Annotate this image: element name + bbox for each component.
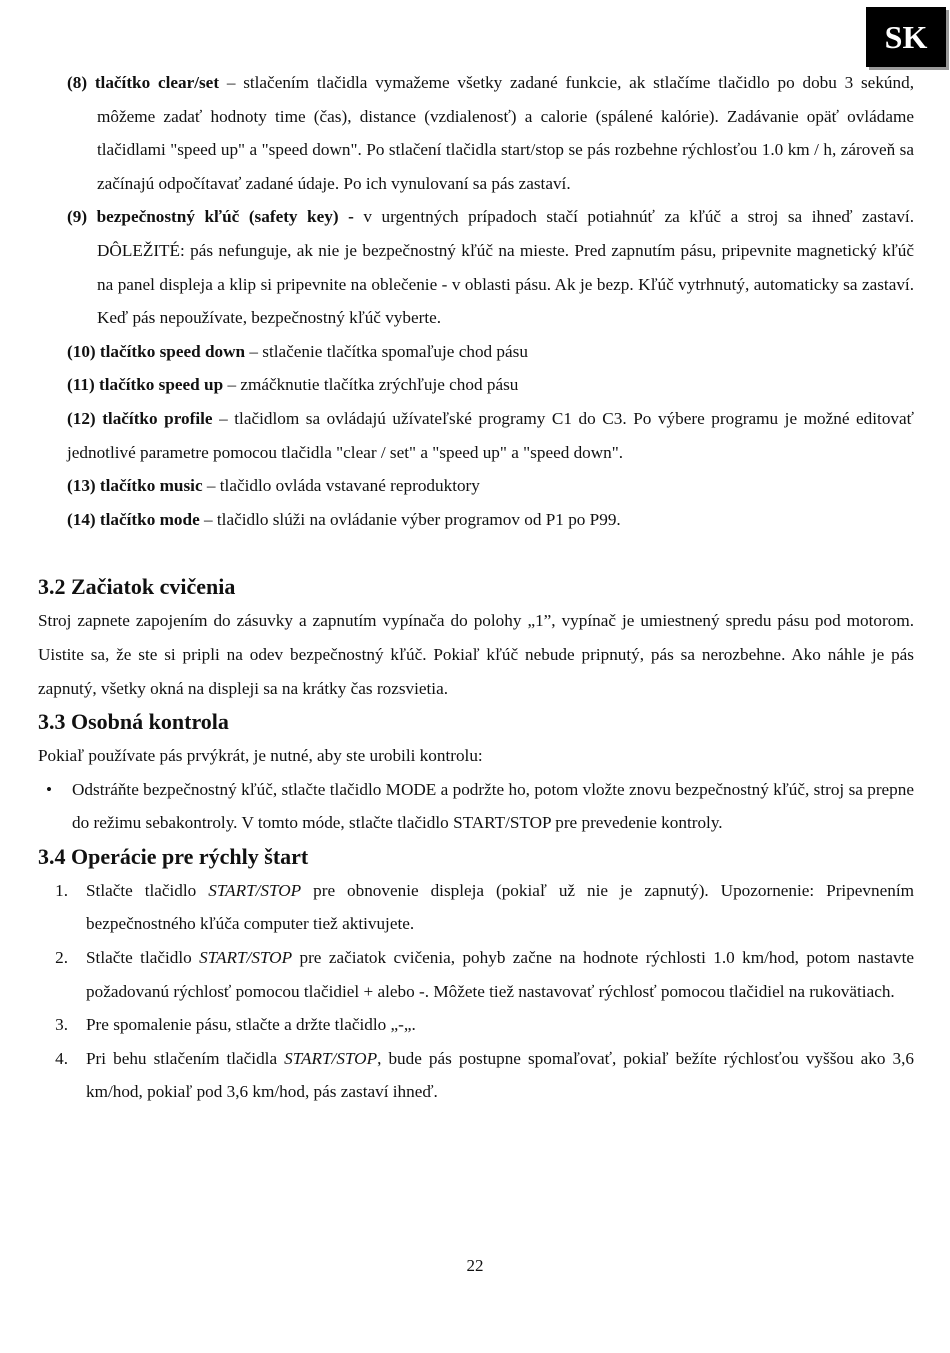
item-label: (12) tlačítko profile [67,408,213,428]
step-text-rest: pre obnovenie displeja (pokiaľ už nie je zapnutý). Upozornenie: Pripevnením bezpečnostného kľúča computer tiež aktivujete. [86,880,914,934]
item-speed-up [38,368,914,402]
step-emphasis: START/STOP [208,880,302,900]
item-clear-set [38,66,914,200]
item-text: – tlačidlom sa ovládajú užívateľské programy C1 do C3. Po výbere programu je možné editovať jednotlivé parametre pomocou tlačidla "clear / set" a "speed up" a "speed down". [67,408,914,462]
item-speed-down [38,335,914,369]
page-number: 22 [466,1256,484,1275]
step-emphasis: START/STOP [199,948,293,968]
item-label: (14) tlačítko mode [67,509,200,529]
item-label: (8) tlačítko clear/set [67,73,220,92]
step-text-rest: , bude pás postupne spomaľovať, pokiaľ bežíte rýchlosťou vyššou ako 3,6 km/hod, pokiaľ pod 3,6 km/hod, pás zastaví ihneď. [86,1048,914,1102]
item-text: – tlačidlo slúži na ovládanie výber programov od P1 po P99. [199,509,621,529]
step-item [38,1042,914,1109]
item-text: v urgentných prípadoch stačí potiahnúť za kľúč a stroj sa ihneď zastaví. DÔLEŽITÉ: pás nefunguje, ak nie je bezpečnostný kľúč na mieste. Pred zapnutím pásu, pripevnite magnetický kľúč na panel displeja a klip si pripevnite na oblečenie - v oblasti pásu. Ak je bezp. Kľúč vytrhnutý, automaticky sa zastaví. Keď pás nepoužívate, bezpečnostný kľúč vyberte. [97,207,914,328]
step-number: 1. [55,880,68,900]
step-item [38,874,914,941]
page-content [38,66,914,1109]
bullet-list [38,773,914,840]
section-heading-3-2: 3.2 Začiatok cvičenia [38,574,236,600]
item-safety-key [38,200,914,334]
bullet-text: Odstráňte bezpečnostný kľúč, stlačte tlačidlo MODE a podržte ho, potom vložte znovu bezpečnostný kľúč, stroj sa prepne do režimu sebakontroly. V tomto móde, stlačte tlačidlo START/STOP pre prevedenie kontroly. [72,779,914,833]
item-label: (11) tlačítko speed up [67,375,224,395]
item-label: (13) tlačítko music [67,476,203,496]
bullet-icon: • [45,779,53,799]
step-text: Stlačte tlačidlo [86,880,209,900]
section-3-2-text: Stroj zapnete zapojením do zásuvky a zapnutím vypínača do polohy „1”, vypínač je umiestnený spredu pásu pod motorom. Uistite sa, že ste si pripli na odev bezpečnostný kľúč. Pokiaľ kľúč nebude pripnutý, pás sa nerozbehne. Ako náhle je pás zapnutý, všetky okná na displeji sa na krátky čas rozsvietia. [38,611,914,698]
step-number: 3. [55,1015,68,1035]
step-item [38,941,914,1008]
item-label: (9) bezpečnostný kľúč (safety key) - [67,207,354,227]
steps-list [38,874,914,1109]
item-text: – tlačidlo ovláda vstavané reproduktory [202,476,480,496]
item-music [38,469,914,503]
item-text: – stlačením tlačidla vymažeme všetky zadané funkcie, ak stlačíme tlačidlo po dobu 3 sekúnd, môžeme zadať hodnoty time (čas), distance (vzdialenosť) a calorie (spálené kalórie). Zadávanie opäť ovládame tlačidlami "speed up" a "speed down". Po stlačení tlačidla start/stop se pás rozbehne rýchlosťou 1.0 km / h, zároveň sa začínajú odpočítavať zadané údaje. Po ich vynulovaní sa pás zastaví. [97,73,914,193]
bullet-item [38,773,914,840]
step-text-rest: pre začiatok cvičenia, pohyb začne na hodnote rýchlosti 1.0 km/hod, potom nastavte požadovanú rýchlosť pomocou tlačidiel + alebo -. Môžete tiež nastavovať rýchlosť pomocou tlačidiel na rukovätiach. [86,948,914,1001]
step-emphasis: START/STOP [284,1048,378,1068]
item-profile [38,402,914,469]
step-text: Stlačte tlačidlo [86,948,200,968]
step-number: 4. [55,1048,68,1068]
item-label: (10) tlačítko speed down [67,341,246,361]
step-text: Pri behu stlačením tlačidla [86,1048,285,1068]
language-badge: SK [866,7,946,67]
step-text: Pre spomalenie pásu, stlačte a držte tlačidlo „-„. [86,1015,416,1035]
section-heading-3-3: 3.3 Osobná kontrola [38,709,229,735]
step-item [38,1008,914,1042]
step-number: 2. [55,948,68,968]
section-heading-3-4: 3.4 Operácie pre rýchly štart [38,843,309,869]
item-text: – zmáčknutie tlačítka zrýchľuje chod pásu [223,375,519,395]
item-text: – stlačenie tlačítka spomaľuje chod pásu [245,341,528,361]
item-mode [38,503,914,537]
section-3-3-intro: Pokiaľ používate pás prvýkrát, je nutné, aby ste urobili kontrolu: [38,746,483,766]
